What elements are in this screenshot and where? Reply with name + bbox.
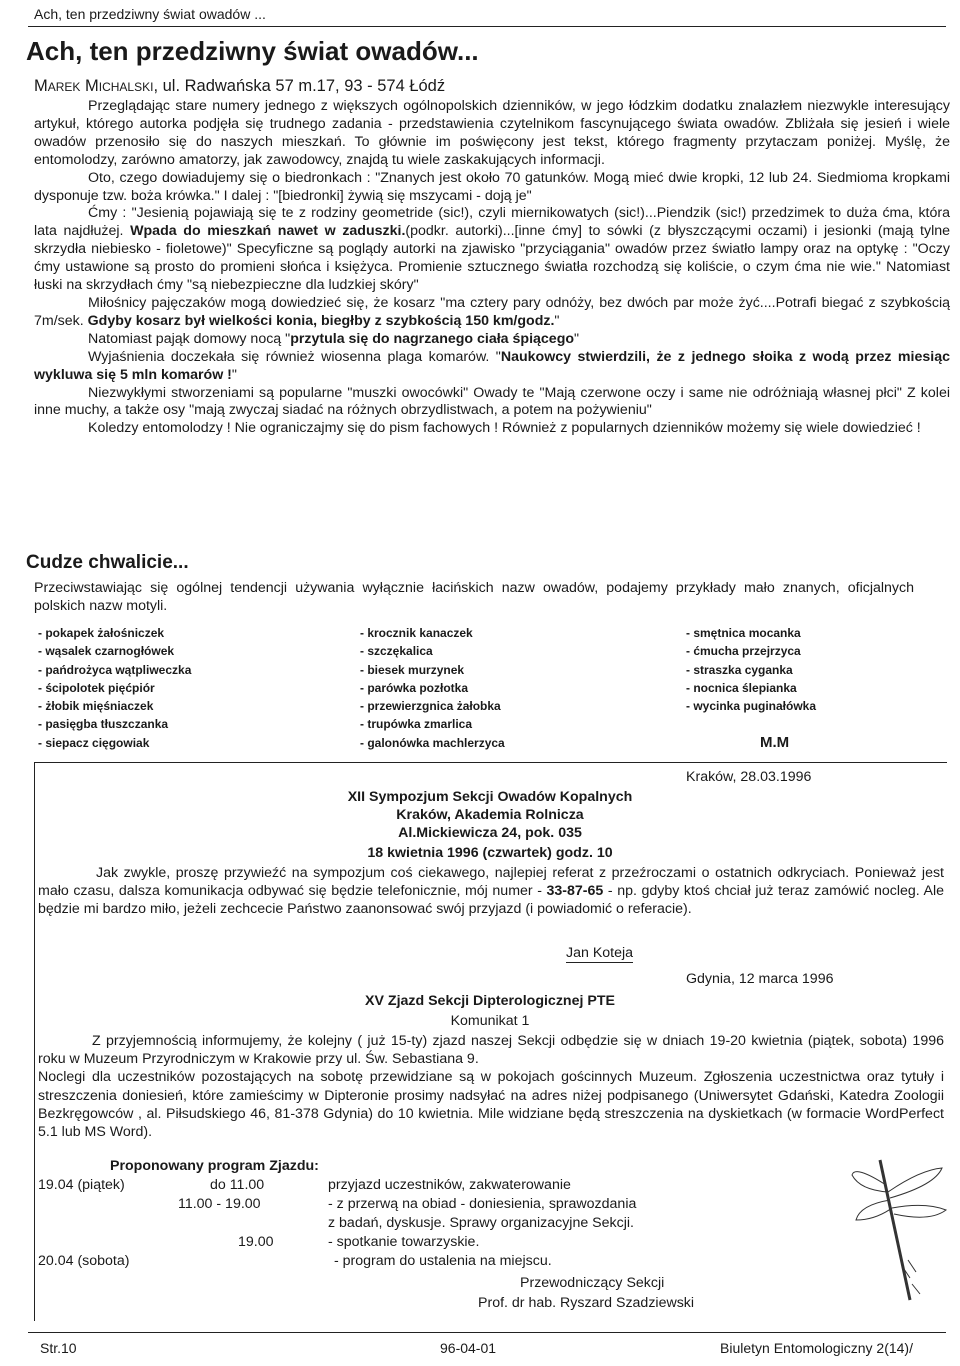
text-span: " — [574, 330, 580, 347]
moth-name: - ćmucha przejrzyca — [686, 644, 801, 659]
notice1-address: Al.Mickiewicza 24, pok. 035 — [398, 825, 582, 841]
article-paragraph: Przeglądając stare numery jednego z większych ogólnopolskich dzienników, w jego łódzkim dodatku znalazłem niezwykle interesujący artykuł, którego autorka podjęła się trudnego zadania - przedstawienia czytelnikom fascynującego świata owadów. Zbliżała się jesień i wiele owadów przenosiło się do naszych mieszkań. To głównie im poświęcony jest tekst, którego fragmenty przytaczam poniżej. Myślę, że entomolodzy, zarówno amatorzy, jak zawodowcy, znajdą tu wiele zaskakujących informacji. — [34, 98, 950, 168]
program-time: 19.00 — [238, 1234, 274, 1250]
program-time: do 11.00 — [210, 1177, 265, 1193]
notice2-title: XV Zjazd Sekcji Dipterologicznej PTE — [365, 993, 615, 1009]
program-title: Proponowany program Zjazdu: — [110, 1158, 319, 1174]
notice1-date: Kraków, 28.03.1996 — [686, 769, 812, 785]
notice2-signature-role: Przewodniczący Sekcji — [520, 1275, 665, 1291]
moth-name: - krocznik kanaczek — [360, 626, 473, 640]
notice2-paragraph: Noclegi dla uczestników pozostających na sobotę przewidziane są w pokojach gościnnych Muzeum. Zgłoszenia uczestnictwa oraz tytuły i streszczenia doniesień, które zamieścimy w Dipteronie prosimy nadsyłać na adres niżej podpisanego (Uniwersytet Gdański, Katedra Zoologii Bezkręgowców , al. Piłsudskiego 46, 81-378 Gdynia) do 10 kwietnia. Mile widziane będą streszczenia na dyskietkach (w formacie WordPerfect 5.1 lub MS Word). — [38, 1069, 944, 1141]
moth-name: - szczękalica — [360, 644, 433, 659]
text-span: (podkr. autorki)...[inne ćmy] to sówki (z błyszczącymi oczami) i jesionki (mają tylne skrzydła niebiesko - fioletowe)" Specyficzne są poglądy autorki na zjawisko "przyciągania" owadów przez światło lampy oraz na optykę : "Oczy ćmy ustawione są prosto do promieni słońca i księżyca. Promienie sztucznego światła rozchodzą się koliście, o czym ćma nie wie." Natomiast łuski na skrzydłach ćmy "są niebezpieczne dla ludzkiej skóry" — [34, 223, 951, 294]
text-span: Wyjaśnienia doczekała się również wiosenna plaga komarów. " — [88, 348, 501, 365]
program-day: 19.04 (piątek) — [38, 1177, 125, 1193]
program-desc: - program do ustalenia na miejscu. — [334, 1253, 552, 1269]
moth-name: - pańdrożyca wątpliweczka — [38, 662, 192, 677]
text-span: - np. gdyby ktoś chciał już teraz zamówić nocleg. Ale będzie mi bardzo miło, jeżeli zechcecie Państwo zaanonsować swój przyjazd (i powiadomić o referacie). — [38, 883, 944, 918]
article-paragraph: Koledzy entomolodzy ! Nie ograniczajmy się do pism fachowych ! Również z popularnych dzienników możemy się wiele dowiedzieć ! — [88, 420, 921, 437]
notice2-paragraph: Z przyjemnością informujemy, że kolejny ( już 15-ty) zjazd naszej Sekcji odbędzie się w dniach 19-20 kwietnia (piątek, sobota) 1996 roku w Muzeum Przyrodniczym w Krakowie przy ul. Św. Sebastiana 9. — [38, 1033, 944, 1068]
text-span: Jak zwykle, proszę przywieźć na sympozjum coś ciekawego, najlepiej referat z przeźroczami o ostatnich odkryciach. Ponieważ jest mało czasu, dalsza komunikacja odbywać się będzie telefonicznie, mój numer - — [38, 865, 944, 900]
article-paragraph: Oto, czego dowiadujemy się o biedronkach : "Znanych jest około 70 gatunków. Mogą mieć dwie kropki, 12 lub 24. Siedmioma kropkami dysponuje tzw. boża krówka." I dalej : "[biedronki] żywią się mszycami - doją je" — [34, 169, 950, 204]
header-rule — [28, 26, 946, 27]
author-name: Marek Michalski — [34, 77, 154, 95]
moth-name: - parówka pozłotka — [360, 680, 469, 695]
program-desc: - z przerwą na obiad - doniesienia, sprawozdania — [328, 1196, 637, 1212]
article-body — [34, 98, 950, 438]
footer-page-number: Str.10 — [40, 1340, 77, 1356]
article-title: Ach, ten przedziwny świat owadów... — [26, 36, 479, 66]
bold-span: Gdyby kosarz był wielkości konia, biegłby z szybkością 150 km/godz. — [87, 312, 555, 329]
program-time: 11.00 - 19.00 — [178, 1196, 261, 1212]
moth-name: - siepacz cięgowiak — [38, 735, 150, 750]
running-header: Ach, ten przedziwny świat owadów ... — [34, 6, 266, 22]
moth-name: - żłobik mięśniaczek — [38, 699, 154, 714]
moth-name: - przewierzgnica żałobka — [360, 699, 501, 714]
moth-name: - straszka cyganka — [686, 662, 793, 677]
notice1-place: Kraków, Akademia Rolnicza — [396, 807, 584, 823]
footer-journal: Biuletyn Entomologiczny 2(14)/ — [720, 1340, 913, 1356]
moth-name: - wąsalek czarnogłówek — [38, 644, 175, 659]
program-desc: z badań, dyskusje. Sprawy organizacyjne Sekcji. — [328, 1215, 634, 1231]
notice2-date: Gdynia, 12 marca 1996 — [686, 971, 834, 987]
phone-number: 33-87-65 — [546, 883, 604, 900]
moth-name: - biesek murzynek — [360, 662, 465, 677]
program-desc: - spotkanie towarzyskie. — [328, 1234, 480, 1250]
notice2-signature-name: Prof. dr hab. Ryszard Szadziewski — [478, 1295, 695, 1311]
notice1-body — [38, 864, 944, 919]
notice1-event: XII Sympozjum Sekcji Owadów Kopalnych — [347, 789, 633, 805]
moth-list-column-2 — [360, 624, 505, 752]
moth-name: - nocnica ślepianka — [686, 680, 797, 695]
bold-span: Naukowcy stwierdzili, że z jednego słoika z wodą przez miesiąc wykluwa się 5 mln komarów ! — [34, 348, 950, 383]
moth-name: - pasięgba tłuszczanka — [38, 717, 169, 732]
text-span: Natomiast pająk domowy nocą " — [88, 330, 291, 347]
moth-name: - ścipolotek pięćpiór — [38, 680, 155, 695]
text-span: " — [231, 366, 237, 383]
moth-list-column-1 — [38, 624, 191, 752]
article-paragraph: Niezwykłymi stworzeniami są popularne "muszki owocówki" Owady te "Mają czerwone oczy i same nie odróżniają własnej płci" Z kolei inne muchy, a także osy "mają zwyczaj siadać na różnych obrzydlistwach, a potem na pożywieniu" — [34, 384, 950, 419]
text-span: Miłośnicy pajęczaków mogą dowiedzieć się, że kosarz "ma cztery pary odnóży, bez dwóch par może żyć....Potrafi biegać z szybkością 7m/sek. — [34, 294, 950, 329]
text-span: " — [554, 312, 560, 329]
notice1-datetime: 18 kwietnia 1996 (czwartek) godz. 10 — [367, 845, 613, 861]
author-line — [34, 77, 445, 96]
program-day: 20.04 (sobota) — [38, 1253, 130, 1269]
section-title: Cudze chwalicie... — [26, 552, 189, 573]
notice2-body — [38, 1032, 944, 1141]
text-span: Ćmy : "Jesienią pojawiają się te z rodziny geometride (sic!), czyli miernikowatych (sic!)...Piendzik (sic!) przedzimek to duża ćma, która lata najdłużej. — [34, 205, 950, 240]
notice2-subtitle: Komunikat 1 — [450, 1013, 530, 1029]
moth-name: - wycinka puginałówka — [686, 699, 817, 714]
article-paragraph — [34, 205, 950, 295]
program-table — [38, 1176, 758, 1272]
article-paragraph — [34, 295, 950, 331]
moth-list-column-3 — [686, 624, 816, 715]
footer-rule — [28, 1332, 946, 1333]
section-intro: Przeciwstawiając się ogólnej tendencji używania wyłącznie łacińskich nazw owadów, podajemy przykłady mało znanych, oficjalnych polskich nazw motyli. — [34, 580, 914, 614]
moth-name: - trupówka zmarlica — [360, 717, 473, 732]
article-paragraph — [34, 331, 950, 349]
program-desc: przyjazd uczestników, zakwaterowanie — [328, 1177, 571, 1193]
footer-issue-code: 96-04-01 — [440, 1340, 497, 1356]
moth-name: - pokapek żałośniczek — [38, 626, 165, 640]
moth-name: - smętnica mocanka — [686, 626, 801, 640]
bold-span: Wpada do mieszkań nawet w zaduszki. — [130, 223, 406, 240]
notice1-signature: Jan Koteja — [566, 944, 633, 963]
section-signature: M.M — [760, 734, 790, 751]
author-address: , ul. Radwańska 57 m.17, 93 - 574 Łódź — [153, 77, 446, 95]
bold-span: przytula się do nagrzanego ciała śpiącego — [290, 330, 575, 347]
moth-name: - galonówka machlerzyca — [360, 735, 505, 750]
dragonfly-illustration — [850, 1140, 950, 1320]
article-paragraph — [34, 349, 950, 385]
